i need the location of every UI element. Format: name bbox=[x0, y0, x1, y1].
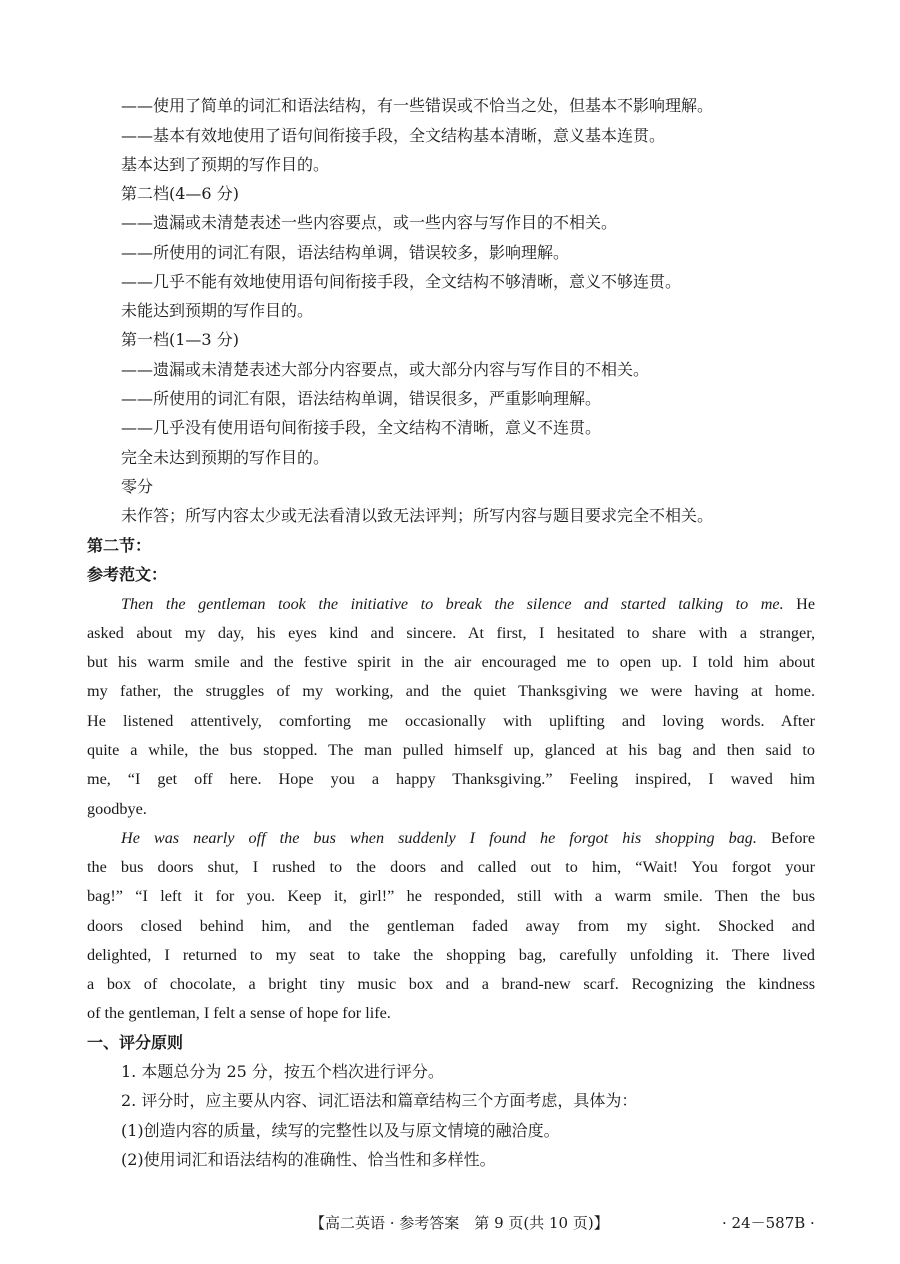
grade-band-heading: 零分 bbox=[121, 477, 154, 496]
essay-line: but his warm smile and the festive spirit in the air encouraged me to open up. I told him about bbox=[87, 653, 815, 671]
principle-item: 1. 本题总分为 25 分，按五个档次进行评分。 bbox=[121, 1062, 444, 1081]
principle-item: 2. 评分时，应主要从内容、词汇语法和篇章结构三个方面考虑，具体为： bbox=[121, 1091, 638, 1110]
essay-line: of the gentleman, I felt a sense of hope for life. bbox=[87, 1004, 391, 1022]
essay-line: me, “I get off here. Hope you a happy Thanksgiving.” Feeling inspired, I waved him bbox=[87, 770, 815, 788]
essay-line: a box of chocolate, a bright tiny music box and a brand-new scarf. Recognizing the kindness bbox=[87, 975, 815, 993]
principles-heading: 一、评分原则 bbox=[87, 1033, 184, 1052]
essay-line: He was nearly off the bus when suddenly I found he forgot his shopping bag. Before bbox=[121, 829, 816, 847]
essay-line: delighted, I returned to my seat to take the shopping bag, carefully unfolding it. There lived bbox=[87, 946, 815, 964]
sample-essay-heading: 参考范文： bbox=[87, 565, 168, 584]
document-code: · 24－587B · bbox=[722, 1214, 815, 1232]
rubric-line: ——几乎没有使用语句间衔接手段，全文结构不清晰，意义不连贯。 bbox=[121, 418, 602, 437]
page-footer: 【高二英语 · 参考答案 第 9 页(共 10 页)】 bbox=[310, 1214, 609, 1232]
rubric-line: 未作答；所写内容太少或无法看清以致无法评判；所写内容与题目要求完全不相关。 bbox=[121, 506, 714, 525]
rubric-line: ——基本有效地使用了语句间衔接手段，全文结构基本清晰，意义基本连贯。 bbox=[121, 126, 666, 145]
rubric-line: ——几乎不能有效地使用语句间衔接手段，全文结构不够清晰，意义不够连贯。 bbox=[121, 272, 682, 291]
essay-line: my father, the struggles of my working, and the quiet Thanksgiving we were having at home. bbox=[87, 682, 815, 700]
rubric-line: ——遗漏或未清楚表述一些内容要点，或一些内容与写作目的不相关。 bbox=[121, 213, 618, 232]
grade-band-heading: 第二档(4—6 分) bbox=[121, 184, 239, 203]
essay-line: bag!” “I left it for you. Keep it, girl!” he responded, still with a warm smile. Then the bus bbox=[87, 887, 815, 905]
principle-item: (2)使用词汇和语法结构的准确性、恰当性和多样性。 bbox=[121, 1150, 496, 1169]
essay-line: doors closed behind him, and the gentleman faded away from my sight. Shocked and bbox=[87, 917, 815, 935]
rubric-line: 基本达到了预期的写作目的。 bbox=[121, 155, 330, 174]
essay-line: He listened attentively, comforting me occasionally with uplifting and loving words. After bbox=[87, 712, 815, 730]
essay-line: Then the gentleman took the initiative to break the silence and started talking to me. He bbox=[121, 595, 816, 613]
rubric-line: 未能达到预期的写作目的。 bbox=[121, 301, 314, 320]
rubric-line: ——所使用的词汇有限，语法结构单调，错误较多，影响理解。 bbox=[121, 243, 570, 262]
italic-lead-sentence: Then the gentleman took the initiative to break the silence and started talking to me. bbox=[121, 595, 784, 613]
principle-item: (1)创造内容的质量，续写的完整性以及与原文情境的融洽度。 bbox=[121, 1121, 560, 1140]
section-heading: 第二节： bbox=[87, 536, 152, 555]
rubric-line: ——遗漏或未清楚表述大部分内容要点，或大部分内容与写作目的不相关。 bbox=[121, 360, 650, 379]
rubric-line: ——使用了简单的词汇和语法结构，有一些错误或不恰当之处，但基本不影响理解。 bbox=[121, 96, 714, 115]
rubric-line: ——所使用的词汇有限，语法结构单调，错误很多，严重影响理解。 bbox=[121, 389, 602, 408]
grade-band-heading: 第一档(1—3 分) bbox=[121, 330, 239, 349]
rubric-line: 完全未达到预期的写作目的。 bbox=[121, 448, 330, 467]
essay-line: quite a while, the bus stopped. The man pulled himself up, glanced at his bag and then said to bbox=[87, 741, 815, 759]
italic-lead-sentence: He was nearly off the bus when suddenly I found he forgot his shopping bag. bbox=[121, 829, 757, 847]
essay-line: asked about my day, his eyes kind and sincere. At first, I hesitated to share with a stranger, bbox=[87, 624, 815, 642]
essay-line: the bus doors shut, I rushed to the doors and called out to him, “Wait! You forgot your bbox=[87, 858, 815, 876]
essay-line: goodbye. bbox=[87, 800, 147, 818]
